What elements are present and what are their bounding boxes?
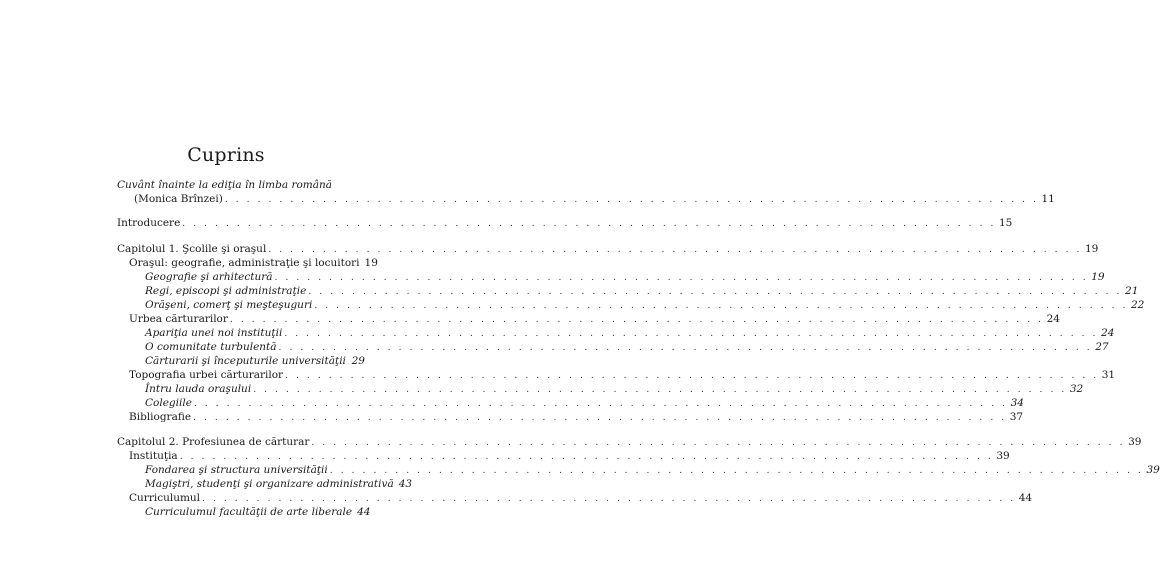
toc-page-number: 22: [1131, 299, 1145, 311]
toc-entry-label: Topografia urbei cărturarilor: [129, 369, 284, 381]
dot-leader: . . . . . . . . . . . . . . . . . . . . . . . . . . . . . . . . . . . . . . . . . . . . . . . . . . . . . . . . . . . . . . . . . . . . . . . . . . .: [193, 413, 1007, 423]
toc-entry-label: Capitolul 2. Profesiunea de cărturar: [117, 436, 310, 448]
toc-page-number: 32: [1069, 383, 1084, 395]
toc-entry: [145, 298, 1145, 313]
dot-leader: . . . . . . . . . . . . . . . . . . . . . . . . . . . . . . . . . . . . . . . . . . . . . . . . . . . . . . . . . . . . . . . . . . . . . . . . . . .: [308, 287, 1123, 297]
toc-page-number: 44: [357, 506, 371, 518]
toc-page-number: 19: [1084, 243, 1099, 255]
dot-leader: . . . . . . . . . . . . . . . . . . . . . . . . . . . . . . . . . . . . . . . . . . . . . . . . . . . . . . . . . . . . . . . . . . . . . . . . . . .: [179, 452, 994, 462]
toc-entry: [145, 340, 1109, 355]
toc-entry-label: O comunitate turbulentă: [145, 341, 277, 353]
toc-entry-label: Bibliografie: [129, 411, 192, 423]
toc-entry-label: Curriculumul: [129, 492, 201, 504]
toc-entry: [145, 505, 371, 520]
dot-leader: . . . . . . . . . . . . . . . . . . . . . . . . . . . . . . . . . . . . . . . . . . . . . . . . . . . . . . . . . . . . . . . . . . . . . . . . . . .: [268, 245, 1082, 255]
toc-page-number: 29: [351, 355, 365, 367]
dot-leader: . . . . . . . . . . . . . . . . . . . . . . . . . . . . . . . . . . . . . . . . . . . . . . . . . . . . . . . . . . . . . . . . . . . . . . . . . . .: [284, 329, 1099, 339]
toc-entry: [129, 312, 1060, 327]
toc-entry-label: Urbea cărturarilor: [129, 313, 228, 325]
toc-page-number: 37: [1009, 411, 1024, 423]
dot-leader: . . . . . . . . . . . . . . . . . . . . . . . . . . . . . . . . . . . . . . . . . . . . . . . . . . . . . . . . . . . . . . . . . . . . . . . . . . .: [182, 219, 996, 229]
dot-leader: . . . . . . . . . . . . . . . . . . . . . . . . . . . . . . . . . . . . . . . . . . . . . . . . . . . . . . . . . . . . . . . . . . . . . . . . . . .: [229, 315, 1044, 325]
dot-leader: . . . . . . . . . . . . . . . . . . . . . . . . . . . . . . . . . . . . . . . . . . . . . . . . . . . . . . . . . . . . . . . . . . . . . . . . . . .: [202, 494, 1016, 504]
toc-entry: [117, 178, 365, 192]
toc-entry: [117, 242, 1099, 257]
toc-page-number: 34: [1010, 397, 1024, 409]
toc-entry-label: Fondarea şi structura universităţii: [145, 464, 328, 476]
toc-entry: [134, 192, 1055, 207]
toc-entry-label: Cărturarii şi începuturile universităţii: [145, 355, 346, 367]
toc-page-number: 39: [1146, 464, 1160, 476]
dot-leader: [348, 355, 349, 369]
toc-entry-label: Introducere: [117, 217, 181, 229]
toc-page-number: 24: [1046, 313, 1060, 325]
toc-entry: [145, 382, 1084, 397]
toc-entry: [145, 354, 365, 369]
dot-leader: . . . . . . . . . . . . . . . . . . . . . . . . . . . . . . . . . . . . . . . . . . . . . . . . . . . . . . . . . . . . . . . . . . . . . . . . . . .: [314, 301, 1128, 311]
toc-entry: [129, 256, 378, 271]
toc-entry: [117, 435, 1142, 450]
toc-entry-label: Orăşeni, comerţ şi meşteşuguri: [145, 299, 313, 311]
toc-page-number: 11: [1041, 193, 1055, 205]
dot-leader: . . . . . . . . . . . . . . . . . . . . . . . . . . . . . . . . . . . . . . . . . . . . . . . . . . . . . . . . . . . . . . . . . . . . . . . . . . .: [193, 399, 1008, 409]
toc-entry-label: Apariţia unei noi instituţii: [145, 327, 283, 339]
toc-entry: [129, 491, 1033, 506]
toc-page-number: 43: [398, 478, 413, 490]
toc-entry: [129, 410, 1024, 425]
toc-page-number: 19: [364, 257, 378, 269]
toc-entry-label: Colegiile: [145, 397, 192, 409]
toc-entry-label: Magiştri, studenţi şi organizare administrativă: [145, 478, 394, 490]
toc-page-number: 39: [996, 450, 1010, 462]
dot-leader: . . . . . . . . . . . . . . . . . . . . . . . . . . . . . . . . . . . . . . . . . . . . . . . . . . . . . . . . . . . . . . . . . . . . . . . . . . .: [253, 385, 1067, 395]
toc-page-number: 19: [1091, 271, 1105, 283]
toc-entry-label: Capitolul 1. Şcolile şi oraşul: [117, 243, 267, 255]
toc-page-number: 15: [998, 217, 1013, 229]
toc-entry: [129, 368, 1116, 383]
dot-leader: . . . . . . . . . . . . . . . . . . . . . . . . . . . . . . . . . . . . . . . . . . . . . . . . . . . . . . . . . . . . . . . . . . . . . . . . . . .: [311, 438, 1126, 448]
dot-leader: . . . . . . . . . . . . . . . . . . . . . . . . . . . . . . . . . . . . . . . . . . . . . . . . . . . . . . . . . . . . . . . . . . . . . . . . . . .: [224, 195, 1039, 205]
toc-entry-label: Curriculumul facultăţii de arte liberale: [145, 506, 353, 518]
toc-entry-label: Cuvânt înainte la ediţia în limba română: [117, 179, 333, 191]
dot-leader: . . . . . . . . . . . . . . . . . . . . . . . . . . . . . . . . . . . . . . . . . . . . . . . . . . . . . . . . . . . . . . . . . . . . . . . . . . .: [285, 371, 1099, 381]
dot-leader: . . . . . . . . . . . . . . . . . . . . . . . . . . . . . . . . . . . . . . . . . . . . . . . . . . . . . . . . . . . . . . . . . . . . . . . . . . .: [329, 466, 1144, 476]
toc-entry: [145, 284, 1139, 299]
toc-entry-label: Întru lauda oraşului: [145, 383, 252, 395]
toc-entry: [145, 477, 413, 492]
toc-entry: [117, 216, 1013, 231]
toc-entry: [145, 396, 1024, 411]
toc-page-number: 39: [1128, 436, 1142, 448]
toc-entry-label: Instituţia: [129, 450, 178, 462]
toc-entry-label: Regi, episcopi şi administraţie: [145, 285, 307, 297]
toc-page-number: 27: [1095, 341, 1109, 353]
dot-leader: . . . . . . . . . . . . . . . . . . . . . . . . . . . . . . . . . . . . . . . . . . . . . . . . . . . . . . . . . . . . . . . . . . . . . . . . . . .: [278, 343, 1093, 353]
toc-entry-label: Geografie şi arhitectură: [145, 271, 273, 283]
toc-entry: [145, 270, 1105, 285]
toc-page-number: 21: [1125, 285, 1139, 297]
toc-page-number: 44: [1018, 492, 1033, 504]
toc-entry-label: Oraşul: geografie, administraţie şi locuitori: [129, 257, 360, 269]
dot-leader: . . . . . . . . . . . . . . . . . . . . . . . . . . . . . . . . . . . . . . . . . . . . . . . . . . . . . . . . . . . . . . . . . . . . . . . . . . .: [274, 273, 1089, 283]
toc-page-number: 24: [1101, 327, 1115, 339]
toc-entry: [145, 326, 1115, 341]
toc-entry: [145, 463, 1160, 478]
toc-entry: [129, 449, 1010, 464]
toc-entry-label: (Monica Brînzei): [134, 193, 223, 205]
page-title: Cuprins: [187, 143, 265, 166]
toc-page-number: 31: [1101, 369, 1116, 381]
